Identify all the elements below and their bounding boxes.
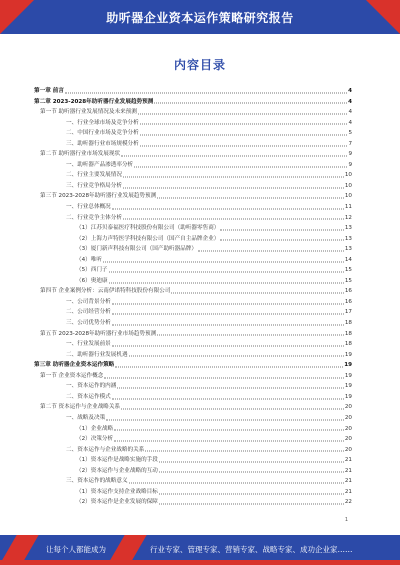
toc-entry[interactable] <box>34 339 352 350</box>
toc-entry-title: 一、行业全球市场及竞争分析 <box>66 119 139 126</box>
toc-entry[interactable] <box>34 424 352 435</box>
toc-entry-title: 二、助听器行业发展机遇 <box>66 351 128 358</box>
toc-entry[interactable] <box>34 181 352 192</box>
toc-dot-leader <box>123 177 344 178</box>
toc-dot-leader <box>134 166 347 167</box>
toc-dot-leader <box>117 388 344 389</box>
toc-dot-leader <box>112 303 344 304</box>
toc-entry-page: 9 <box>348 161 352 168</box>
toc-entry[interactable] <box>34 371 352 382</box>
toc-entry-page: 21 <box>344 488 352 495</box>
toc-entry[interactable] <box>34 381 352 392</box>
toc-dot-leader <box>112 398 344 399</box>
toc-entry-page: 12 <box>344 214 352 221</box>
toc-entry-title: （1）江苏贝泰福医疗科技股份有限公司（助听器零售商） <box>76 225 220 232</box>
toc-heading: 内容目录 <box>173 58 226 72</box>
toc-entry-title: 第四节 企业案例分析：云南伊诺特科技股份有限公司 <box>40 288 171 295</box>
toc-entry[interactable] <box>34 213 352 224</box>
toc-entry[interactable] <box>34 149 352 160</box>
toc-entry-page: 4 <box>348 109 352 116</box>
toc-entry[interactable] <box>34 297 352 308</box>
toc-entry-page: 20 <box>344 404 352 411</box>
toc-entry-title: 二、资本运作模式 <box>66 393 111 400</box>
toc-entry-page: 7 <box>348 140 352 147</box>
toc-entry[interactable] <box>34 97 352 108</box>
toc-entry[interactable] <box>34 455 352 466</box>
toc-entry[interactable] <box>34 466 352 477</box>
toc-entry-page: 4 <box>348 119 352 126</box>
report-title: 助听器企业资本运作策略研究报告 <box>106 11 294 25</box>
toc-entry-page: 14 <box>344 256 352 263</box>
toc-dot-leader <box>114 430 344 431</box>
toc-entry-page: 18 <box>344 341 352 348</box>
toc-entry-page: 10 <box>344 172 352 179</box>
toc-entry-title: 第五节 2023-2028年助听器行业市场趋势预测 <box>40 330 157 337</box>
toc-entry[interactable] <box>34 286 352 297</box>
footer-banner <box>0 535 400 565</box>
toc-entry-title: 一、资本运作的内涵 <box>66 383 117 390</box>
toc-dot-leader <box>115 366 343 367</box>
toc-entry-page: 19 <box>344 362 352 369</box>
toc-entry[interactable] <box>34 360 352 371</box>
toc-entry[interactable] <box>34 445 352 456</box>
toc-entry-page: 20 <box>344 436 352 443</box>
toc-dot-leader <box>198 250 344 251</box>
toc-entry-title: （1）资本运作是战略实施的手段 <box>76 457 158 464</box>
page-number: 1 <box>344 517 348 523</box>
toc-entry-title: （1）企业战略 <box>76 425 114 432</box>
toc-entry-page: 19 <box>344 393 352 400</box>
toc-entry[interactable] <box>34 434 352 445</box>
toc-entry-title: 第二章 2023-2028年助听器行业发展趋势预测 <box>34 98 154 105</box>
toc-entry-page: 15 <box>344 267 352 274</box>
toc-entry-title: 二、行业竞争主体分析 <box>66 214 122 221</box>
toc-entry[interactable] <box>34 86 352 97</box>
toc-entry[interactable] <box>34 276 352 287</box>
toc-dot-leader <box>140 134 348 135</box>
toc-entry[interactable] <box>34 128 352 139</box>
toc-entry[interactable] <box>34 392 352 403</box>
toc-entry-page: 19 <box>344 383 352 390</box>
toc-entry-title: 一、行业发展前景 <box>66 341 111 348</box>
toc-dot-leader <box>129 483 344 484</box>
toc-entry-page: 13 <box>344 235 352 242</box>
toc-entry-title: （1）资本运作支持企业战略目标 <box>76 488 158 495</box>
toc-dot-leader <box>140 124 348 125</box>
toc-dot-leader <box>159 472 344 473</box>
toc-entry-title: （4）唯听 <box>76 256 102 263</box>
toc-dot-leader <box>112 324 344 325</box>
toc-entry[interactable] <box>34 191 352 202</box>
toc-dot-leader <box>154 103 347 104</box>
toc-entry[interactable] <box>34 350 352 361</box>
toc-entry[interactable] <box>34 139 352 150</box>
toc-entry[interactable] <box>34 487 352 498</box>
toc-dot-leader <box>171 293 343 294</box>
toc-dot-leader <box>114 440 344 441</box>
toc-dot-leader <box>65 92 347 93</box>
toc-dot-leader <box>104 377 344 378</box>
toc-entry-title: 三、资本运作的战略意义 <box>66 478 128 485</box>
toc-entry-page: 18 <box>344 320 352 327</box>
toc-dot-leader <box>106 419 344 420</box>
toc-entry-title: （5）西门子 <box>76 267 108 274</box>
toc-dot-leader <box>121 156 347 157</box>
toc-entry-title: 一、战略及决策 <box>66 414 106 421</box>
toc-entry-page: 19 <box>344 351 352 358</box>
toc-dot-leader <box>220 229 343 230</box>
toc-entry[interactable] <box>34 265 352 276</box>
toc-dot-leader <box>123 219 344 220</box>
toc-entry[interactable] <box>34 170 352 181</box>
toc-entry[interactable] <box>34 476 352 487</box>
toc-entry-title: 第二节 资本运作与企业战略关系 <box>40 404 121 411</box>
toc-entry[interactable] <box>34 255 352 266</box>
toc-entry-title: 一、行业总体概况 <box>66 204 111 211</box>
toc-entry-title: 二、中国行业市场及竞争分析 <box>66 130 139 137</box>
toc-entry-title: 三、助听器行业市场规模分析 <box>66 140 139 147</box>
toc-dot-leader <box>145 451 344 452</box>
toc-dot-leader <box>103 261 344 262</box>
toc-entry-title: 第一节 助听器行业发展情况及未来预测 <box>40 109 137 116</box>
toc-dot-leader <box>112 314 344 315</box>
toc-entry-page: 13 <box>344 246 352 253</box>
toc-entry-page: 20 <box>344 425 352 432</box>
toc-entry-title: 二、公司经营分析 <box>66 309 111 316</box>
toc-entry-page: 16 <box>344 288 352 295</box>
toc-entry-title: （2）资本运作与企业战略的互动 <box>76 467 158 474</box>
toc-entry[interactable] <box>34 318 352 329</box>
toc-dot-leader <box>109 272 344 273</box>
toc-entry[interactable] <box>34 307 352 318</box>
toc-entry-title: 第三章 助听器企业资本运作策略 <box>34 362 115 369</box>
toc-entry-title: 二、资本运作与企业战略的关系 <box>66 446 145 453</box>
toc-entry-title: 二、行业主要发展情况 <box>66 172 122 179</box>
toc-entry-page: 10 <box>344 193 352 200</box>
toc-entry[interactable] <box>34 202 352 213</box>
footer-red-band <box>0 560 400 565</box>
toc-entry[interactable] <box>34 223 352 234</box>
toc-entry-page: 16 <box>344 298 352 305</box>
toc-entry-title: 三、行业竞争格局分析 <box>66 182 122 189</box>
toc-entry[interactable] <box>34 160 352 171</box>
toc-entry[interactable] <box>34 329 352 340</box>
toc-dot-leader <box>159 461 344 462</box>
toc-entry[interactable] <box>34 413 352 424</box>
toc-entry-title: 一、公司背景分析 <box>66 298 111 305</box>
toc-entry[interactable] <box>34 402 352 413</box>
toc-entry-title: （2）资本运作是企业发展的保障 <box>76 499 158 506</box>
toc-dot-leader <box>140 145 348 146</box>
toc-entry-page: 18 <box>344 330 352 337</box>
toc-entry-page: 21 <box>344 467 352 474</box>
toc-entry-title: （3）厦门新声科技有限公司（国产助听器品牌） <box>76 246 198 253</box>
toc-entry-title: 第一章 前言 <box>34 88 64 94</box>
toc-entry-page: 15 <box>344 277 352 284</box>
toc-dot-leader <box>129 356 344 357</box>
toc-entry[interactable] <box>34 497 352 508</box>
toc-dot-leader <box>121 409 344 410</box>
toc-dot-leader <box>109 282 344 283</box>
toc-entry-page: 21 <box>344 478 352 485</box>
footer-slogan-right: 行业专家、管理专家、营销专家、战略专家、成功企业家…… <box>150 545 353 554</box>
toc-dot-leader <box>112 208 344 209</box>
toc-dot-leader <box>159 493 344 494</box>
toc-dot-leader <box>159 504 344 505</box>
toc-entry-page: 4 <box>348 98 352 105</box>
toc-entry-title: 第三节 2023-2028年助听器行业发展趋势预测 <box>40 193 157 200</box>
toc-dot-leader <box>157 198 344 199</box>
toc-entry-title: 第二节 助听器行业市场发展现状 <box>40 151 121 158</box>
toc-dot-leader <box>138 113 348 114</box>
toc-entry-page: 20 <box>344 414 352 421</box>
toc-entry-title: （2）上海力声特医学科技有限公司（国产自主品牌企业） <box>76 235 220 242</box>
toc-entry-page: 21 <box>344 457 352 464</box>
toc-entry-page: 19 <box>344 372 352 379</box>
toc-entry[interactable] <box>34 107 352 118</box>
toc-entry-page: 13 <box>344 225 352 232</box>
table-of-contents <box>34 86 352 508</box>
toc-entry-title: 一、助听器产品渗透率分析 <box>66 161 134 168</box>
toc-entry-title: （6）奥迪康 <box>76 277 108 284</box>
toc-entry[interactable] <box>34 244 352 255</box>
toc-dot-leader <box>157 335 344 336</box>
toc-entry-title: 三、公司优势分析 <box>66 320 111 327</box>
toc-entry-page: 4 <box>348 88 352 94</box>
toc-entry[interactable] <box>34 118 352 129</box>
toc-entry-page: 5 <box>348 130 352 137</box>
report-header-banner <box>0 0 400 34</box>
toc-entry-page: 9 <box>348 151 352 158</box>
toc-dot-leader <box>220 240 343 241</box>
toc-dot-leader <box>112 345 344 346</box>
toc-entry-title: （2）决策分析 <box>76 436 114 443</box>
toc-entry[interactable] <box>34 234 352 245</box>
toc-entry-page: 11 <box>344 204 352 211</box>
toc-entry-page: 22 <box>344 499 352 506</box>
footer-slogan-left: 让每个人都能成为 <box>46 545 106 554</box>
toc-entry-page: 10 <box>344 182 352 189</box>
toc-dot-leader <box>123 187 344 188</box>
toc-entry-page: 17 <box>344 309 352 316</box>
toc-entry-page: 20 <box>344 446 352 453</box>
toc-entry-title: 第一节 企业资本运作概念 <box>40 372 104 379</box>
